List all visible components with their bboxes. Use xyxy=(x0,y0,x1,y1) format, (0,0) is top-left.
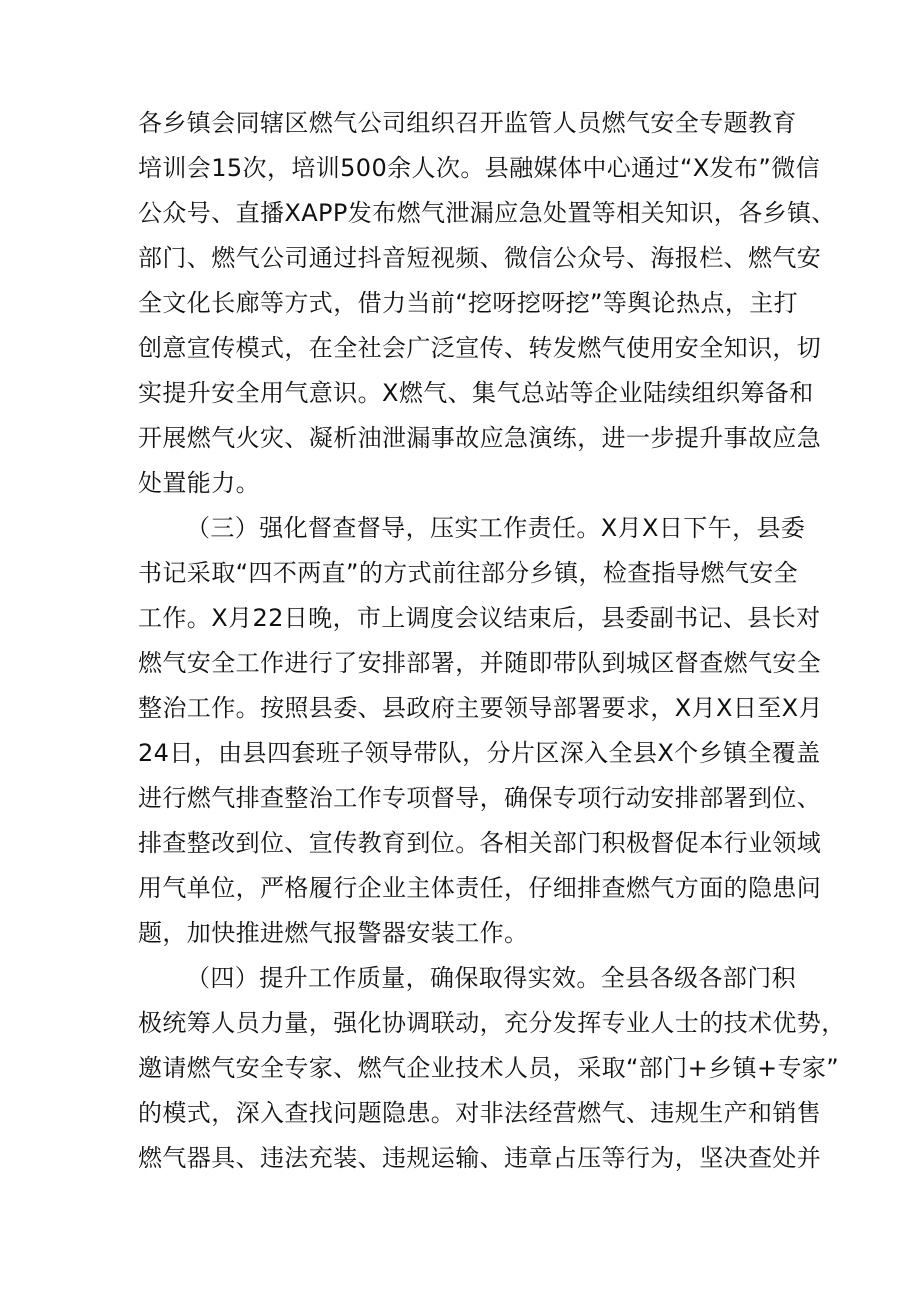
paragraph-2-line-3: 工作。X月22日晚，市上调度会议结束后，县委副书记、县长对 xyxy=(138,604,821,632)
paragraph-2-line-6: 24日，由县四套班子领导带队，分片区深入全县X个乡镇全覆盖 xyxy=(138,739,821,767)
paragraph-2-line-8: 排查整改到位、宣传教育到位。各相关部门积极督促本行业领域 xyxy=(138,829,822,857)
paragraph-1-line-6: 创意宣传模式，在全社会广泛宣传、转发燃气使用安全知识，切 xyxy=(138,334,822,362)
paragraph-1-line-3: 公众号、直播XAPP发布燃气泄漏应急处置等相关知识，各乡镇、 xyxy=(138,199,836,227)
paragraph-3-line-1: （四）提升工作质量，确保取得实效。全县各级各部门积 xyxy=(186,964,796,992)
paragraph-1-line-2: 培训会15次，培训500余人次。县融媒体中心通过“X发布”微信 xyxy=(138,154,821,182)
paragraph-3-line-3: 邀请燃气安全专家、燃气企业技术人员，采取“部门+乡镇+专家” xyxy=(138,1054,840,1082)
paragraph-1-line-4: 部门、燃气公司通过抖音短视频、微信公众号、海报栏、燃气安 xyxy=(138,244,822,272)
paragraph-2-line-10: 题，加快推进燃气报警器安装工作。 xyxy=(138,919,529,947)
paragraph-2-line-5: 整治工作。按照县委、县政府主要领导部署要求，X月X日至X月 xyxy=(138,694,823,722)
paragraph-2-line-4: 燃气安全工作进行了安排部署，并随即带队到城区督查燃气安全 xyxy=(138,649,822,677)
paragraph-3-line-5: 燃气器具、违法充装、违规运输、违章占压等行为，坚决查处并 xyxy=(138,1144,822,1172)
paragraph-3-line-4: 的模式，深入查找问题隐患。对非法经营燃气、违规生产和销售 xyxy=(138,1099,822,1127)
paragraph-1-line-7: 实提升安全用气意识。X燃气、集气总站等企业陆续组织筹备和 xyxy=(138,379,814,407)
paragraph-2-line-9: 用气单位，严格履行企业主体责任，仔细排查燃气方面的隐患问 xyxy=(138,874,822,902)
paragraph-3-line-2: 极统筹人员力量，强化协调联动，充分发挥专业人士的技术优势， xyxy=(138,1009,846,1037)
paragraph-2-line-7: 进行燃气排查整治工作专项督导，确保专项行动安排部署到位、 xyxy=(138,784,822,812)
paragraph-1-line-8: 开展燃气火灾、凝析油泄漏事故应急演练，进一步提升事故应急 xyxy=(138,424,822,452)
paragraph-1-line-5: 全文化长廊等方式，借力当前“挖呀挖呀挖”等舆论热点，主打 xyxy=(138,289,799,317)
paragraph-1-line-1: 各乡镇会同辖区燃气公司组织召开监管人员燃气安全专题教育 xyxy=(138,109,797,137)
paragraph-2-line-1: （三）强化督查督导，压实工作责任。X月X日下午，县委 xyxy=(186,514,806,542)
paragraph-1-line-9: 处置能力。 xyxy=(138,469,260,497)
paragraph-2-line-2: 书记采取“四不两直”的方式前往部分乡镇，检查指导燃气安全 xyxy=(138,559,799,587)
